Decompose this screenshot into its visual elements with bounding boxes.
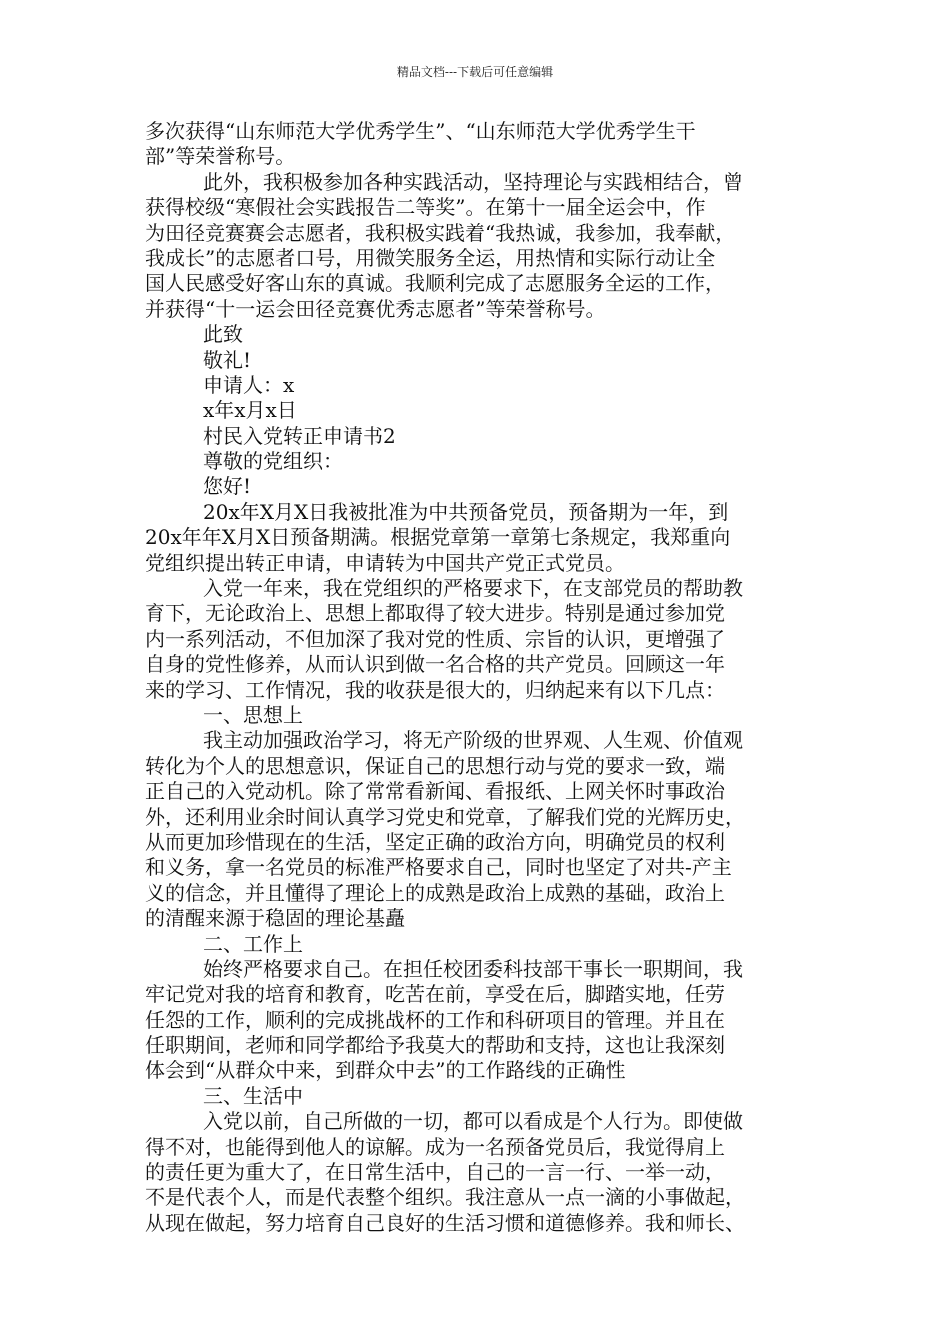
text-line: 从而更加珍惜现在的生活，坚定正确的政治方向，明确党员的权利 — [145, 829, 725, 854]
text-line: 来的学习、工作情况，我的收获是很大的，归纳起来有以下几点： — [145, 677, 725, 702]
text-line: 任职期间，老师和同学都给予我莫大的帮助和支持，这也让我深刻 — [145, 1033, 725, 1058]
text-line: 入党一年来，我在党组织的严格要求下，在支部党员的帮助教 — [203, 576, 743, 601]
text-line: 多次获得“山东师范大学优秀学生”、“山东师范大学优秀学生干 — [145, 119, 696, 143]
text-line: 申请人：x — [203, 372, 295, 397]
text-line: 二、工作上 — [203, 931, 303, 956]
text-line: 的清醒来源于稳固的理论基矗 — [145, 906, 405, 931]
text-line: 获得校级“寒假社会实践报告二等奖”。在第十一届全运会中，作 — [145, 195, 706, 220]
text-line: 转化为个人的思想意识，保证自己的思想行动与党的要求一致，端 — [145, 753, 725, 778]
page-header: 精品文档---下载后可任意编辑 — [396, 65, 554, 79]
document-body — [145, 119, 807, 1236]
text-line: 自身的党性修养，从而认识到做一名合格的共产党员。回顾这一年 — [145, 652, 725, 677]
text-line: 始终严格要求自己。在担任校团委科技部干事长一职期间，我 — [203, 956, 743, 981]
text-line: 的责任更为重大了，在日常生活中，自己的一言一行、一举一动， — [145, 1160, 725, 1185]
text-line: 敬礼! — [203, 347, 252, 372]
text-line: 为田径竞赛赛会志愿者，我积极实践着“我热诚，我参加，我奉献， — [145, 220, 736, 245]
text-line: 入党以前，自己所做的一切，都可以看成是个人行为。即使做 — [203, 1109, 743, 1134]
text-line: 任怨的工作，顺利的完成挑战杯的工作和科研项目的管理。并且在 — [145, 1007, 725, 1032]
text-line: 20x年X月X日我被批准为中共预备党员，预备期为一年，到 — [203, 499, 729, 524]
text-line: 国人民感受好客山东的真诚。我顺利完成了志愿服务全运的工作， — [145, 271, 725, 296]
text-line: 外，还利用业余时间认真学习党史和党章，了解我们党的光辉历史， — [145, 804, 745, 829]
text-line: 育下，无论政治上、思想上都取得了较大进步。特别是通过参加党 — [145, 601, 725, 626]
text-line: 义的信念，并且懂得了理论上的成熟是政治上成熟的基础，政治上 — [145, 880, 725, 905]
text-line: 我成长”的志愿者口号，用微笑服务全运，用热情和实际行动让全 — [145, 245, 716, 270]
text-line: 此外，我积极参加各种实践活动，坚持理论与实践相结合，曾 — [203, 169, 743, 194]
text-line: 内一系列活动，不但加深了我对党的性质、宗旨的认识，更增强了 — [145, 626, 725, 651]
text-line: 正自己的入党动机。除了常常看新闻、看报纸、上网关怀时事政治 — [145, 779, 725, 804]
text-line: 和义务，拿一名党员的标准严格要求自己，同时也坚定了对共-产主 — [145, 855, 732, 880]
text-line: 体会到“从群众中来，到群众中去”的工作路线的正确性 — [145, 1058, 626, 1083]
text-line: 您好! — [203, 474, 252, 499]
text-line: 并获得“十一运会田径竞赛优秀志愿者”等荣誉称号。 — [145, 296, 606, 321]
text-line: 我主动加强政治学习，将无产阶级的世界观、人生观、价值观 — [203, 728, 743, 753]
text-line: 党组织提出转正申请，申请转为中国共产党正式党员。 — [145, 550, 625, 575]
text-line: 20x年年X月X日预备期满。根据党章第一章第七条规定，我郑重向 — [145, 525, 731, 550]
text-line: 尊敬的党组织： — [203, 449, 343, 474]
text-line: 从现在做起，努力培育自己良好的生活习惯和道德修养。我和师长、 — [145, 1210, 745, 1235]
text-line: 村民入党转正申请书2 — [203, 423, 396, 448]
text-line: 三、生活中 — [203, 1083, 303, 1108]
text-line: 一、思想上 — [203, 702, 303, 727]
text-line: 得不对，也能得到他人的谅解。成为一名预备党员后，我觉得肩上 — [145, 1134, 725, 1159]
text-line: 部”等荣誉称号。 — [145, 144, 296, 169]
text-line: x年x月x日 — [203, 398, 297, 423]
text-line: 此致 — [203, 322, 243, 347]
text-line: 牢记党对我的培育和教育，吃苦在前，享受在后，脚踏实地，任劳 — [145, 982, 725, 1007]
text-line: 不是代表个人，而是代表整个组织。我注意从一点一滴的小事做起， — [145, 1185, 745, 1210]
